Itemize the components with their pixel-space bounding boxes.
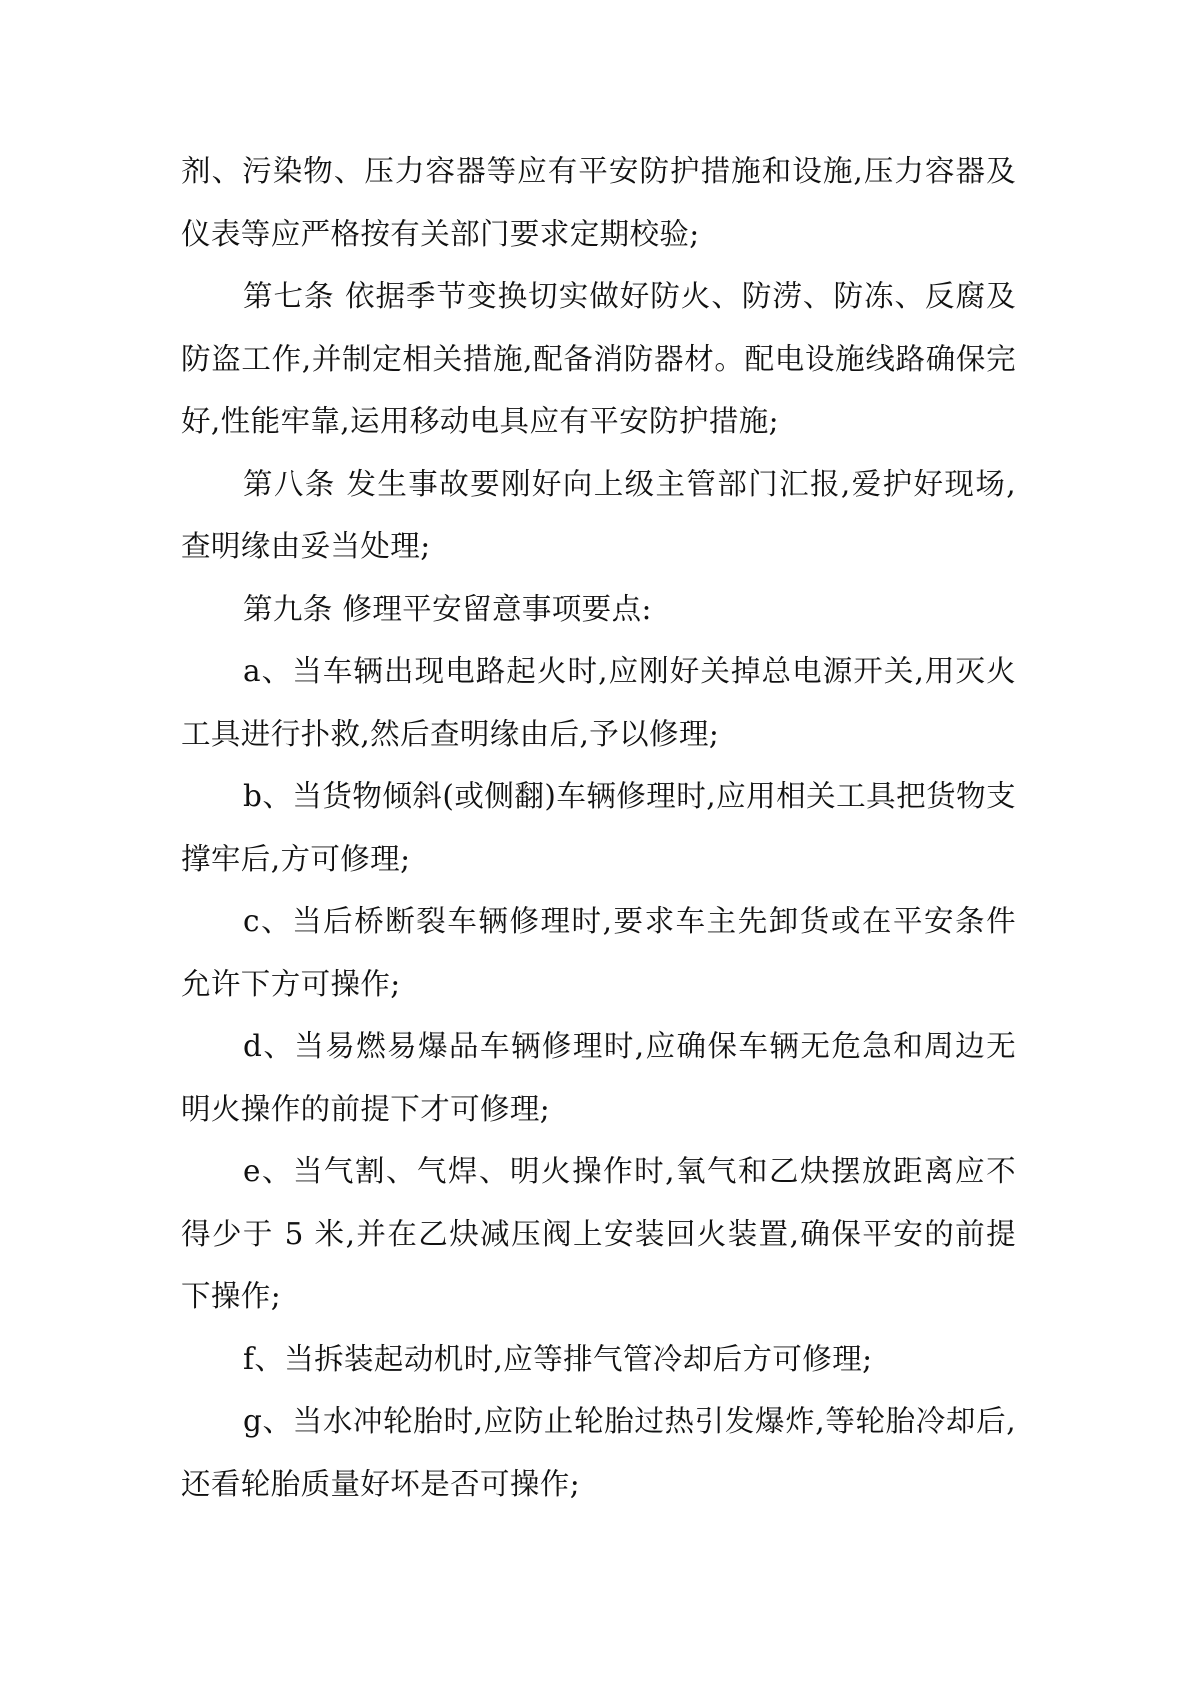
list-item-e: e、当气割、气焊、明火操作时,氧气和乙炔摆放距离应不得少于 5 米,并在乙炔减压阀上安装回火装置,确保平安的前提下操作; — [181, 1154, 1016, 1313]
paragraph-continuation: 剂、污染物、压力容器等应有平安防护措施和设施,压力容器及仪表等应严格按有关部门要求定期校验; — [181, 154, 1016, 251]
paragraph-article-9: 第九条 修理平安留意事项要点: — [243, 591, 652, 626]
paragraph-article-8: 第八条 发生事故要刚好向上级主管部门汇报,爱护好现场,查明缘由妥当处理; — [181, 466, 1016, 563]
list-item-g: g、当水冲轮胎时,应防止轮胎过热引发爆炸,等轮胎冷却后,还看轮胎质量好坏是否可操作; — [181, 1404, 1016, 1501]
document-body — [181, 140, 1016, 1515]
paragraph-article-7: 第七条 依据季节变换切实做好防火、防涝、防冻、反腐及防盗工作,并制定相关措施,配备消防器材。配电设施线路确保完好,性能牢靠,运用移动电具应有平安防护措施; — [181, 279, 1016, 438]
list-item-c: c、当后桥断裂车辆修理时,要求车主先卸货或在平安条件允许下方可操作; — [181, 904, 1016, 1001]
list-item-b: b、当货物倾斜(或侧翻)车辆修理时,应用相关工具把货物支撑牢后,方可修理; — [181, 779, 1016, 876]
list-item-d: d、当易燃易爆品车辆修理时,应确保车辆无危急和周边无明火操作的前提下才可修理; — [181, 1029, 1016, 1126]
list-item-a: a、当车辆出现电路起火时,应刚好关掉总电源开关,用灭火工具进行扑救,然后查明缘由后,予以修理; — [181, 654, 1016, 751]
list-item-f: f、当拆装起动机时,应等排气管冷却后方可修理; — [243, 1341, 873, 1376]
